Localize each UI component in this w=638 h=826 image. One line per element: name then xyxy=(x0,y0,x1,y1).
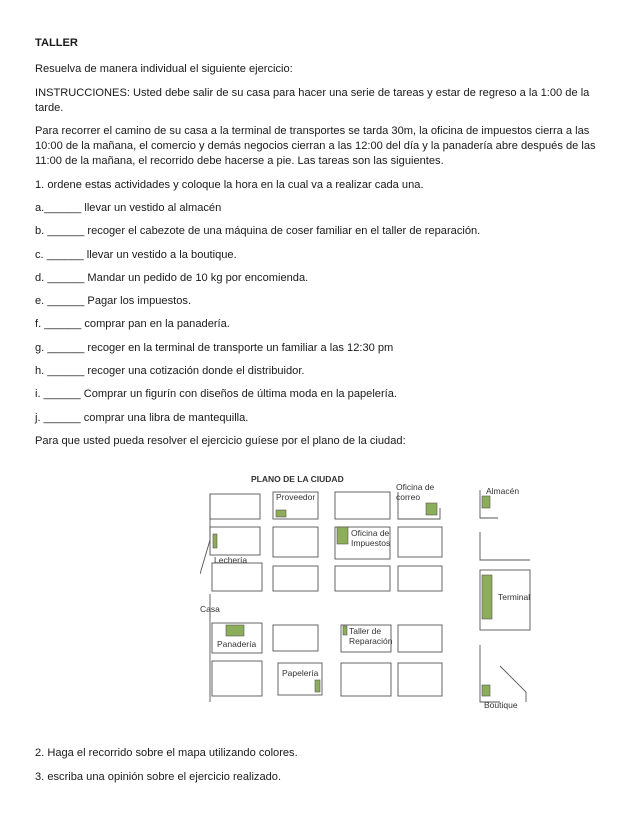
street-blocks xyxy=(200,490,530,702)
papeleria-building xyxy=(315,680,320,692)
impuestos-building xyxy=(337,527,348,544)
block xyxy=(480,532,530,560)
label-almacen: Almacén xyxy=(486,486,520,496)
correo-building xyxy=(426,503,437,515)
description-text: Para recorrer el camino de su casa a la terminal de transportes se tarda 30m, la oficina de impuestos cierra a las 10:00 de la mañana, el comercio y demás negocios cierran a las 12:00 del día y la panadería abre después de las 11:00 de la mañana, el recorrido debe hacerse a pie. Las tareas son las siguientes. xyxy=(35,125,596,167)
taller-building xyxy=(343,626,347,635)
buildings xyxy=(213,496,492,696)
block xyxy=(398,566,442,591)
label-taller-line2: Reparación xyxy=(349,636,393,646)
label-boutique: Boutique xyxy=(484,700,518,710)
question-1: 1. ordene estas actividades y coloque la hora en la cual va a realizar cada una. xyxy=(35,178,424,191)
label-papeleria: Papelería xyxy=(282,668,319,678)
label-casa: Casa xyxy=(200,604,220,614)
page-title: TALLER xyxy=(35,37,78,49)
label-impuestos-line2: Impuestos xyxy=(351,538,391,548)
street-edge xyxy=(200,494,210,574)
task-item: j. ______ comprar una libra de mantequilla. xyxy=(35,411,249,424)
block xyxy=(210,527,260,555)
label-terminal: Terminal xyxy=(498,592,531,602)
block xyxy=(398,527,442,557)
label-correo-line2: correo xyxy=(396,492,421,502)
block xyxy=(212,661,262,696)
task-item: e. ______ Pagar los impuestos. xyxy=(35,295,192,308)
block xyxy=(335,492,390,519)
question-2: 2. Haga el recorrido sobre el mapa utilizando colores. xyxy=(35,747,298,759)
city-map-svg xyxy=(200,470,540,735)
block xyxy=(398,625,442,652)
label-proveedor: Proveedor xyxy=(276,492,316,502)
panaderia-building xyxy=(226,625,244,636)
label-impuestos-line1: Oficina de xyxy=(351,528,390,538)
question-3: 3. escriba una opinión sobre el ejercicio realizado. xyxy=(35,770,282,783)
proveedor-building xyxy=(276,510,286,517)
block xyxy=(398,663,442,696)
city-map xyxy=(200,470,540,735)
task-item: c. ______ llevar un vestido a la boutique. xyxy=(35,248,237,261)
label-lecheria: Lechería xyxy=(214,555,248,565)
block xyxy=(341,663,391,696)
worksheet xyxy=(35,36,610,457)
block xyxy=(210,494,260,519)
terminal-building xyxy=(482,575,492,619)
block xyxy=(500,666,526,702)
almacen-building xyxy=(482,496,490,508)
task-item: g. ______ recoger en la terminal de transporte un familiar a las 12:30 pm xyxy=(35,341,394,354)
map-title: PLANO DE LA CIUDAD xyxy=(251,474,344,484)
map-intro: Para que usted pueda resolver el ejercicio guíese por el plano de la ciudad: xyxy=(35,434,406,447)
block xyxy=(273,625,318,651)
instructions-text: INSTRUCCIONES: Usted debe salir de su casa para hacer una serie de tareas y estar de regreso a la 1:00 de la tarde. xyxy=(35,86,590,114)
label-correo-line1: Oficina de xyxy=(396,482,435,492)
label-taller-line1: Taller de xyxy=(349,626,382,636)
boutique-building xyxy=(482,685,490,696)
block xyxy=(335,566,390,591)
label-panaderia: Panadería xyxy=(217,639,257,649)
task-item: a.______ llevar un vestido al almacén xyxy=(35,202,222,214)
task-item: f. ______ comprar pan en la panadería. xyxy=(35,318,230,331)
task-item: i. ______ Comprar un figurín con diseños de última moda en la papelería. xyxy=(35,388,397,401)
intro-text: Resuelva de manera individual el siguiente ejercicio: xyxy=(35,63,293,75)
lecheria-building xyxy=(213,534,217,548)
footer-questions xyxy=(35,746,610,793)
task-item: d. ______ Mandar un pedido de 10 kg por encomienda. xyxy=(35,271,309,284)
block xyxy=(273,566,318,591)
task-item: h. ______ recoger una cotización donde el distribuidor. xyxy=(35,365,305,378)
block xyxy=(273,527,318,557)
block xyxy=(212,563,262,591)
task-item: b. ______ recoger el cabezote de una máquina de coser familiar en el taller de reparación. xyxy=(35,225,481,238)
task-list xyxy=(35,201,610,426)
